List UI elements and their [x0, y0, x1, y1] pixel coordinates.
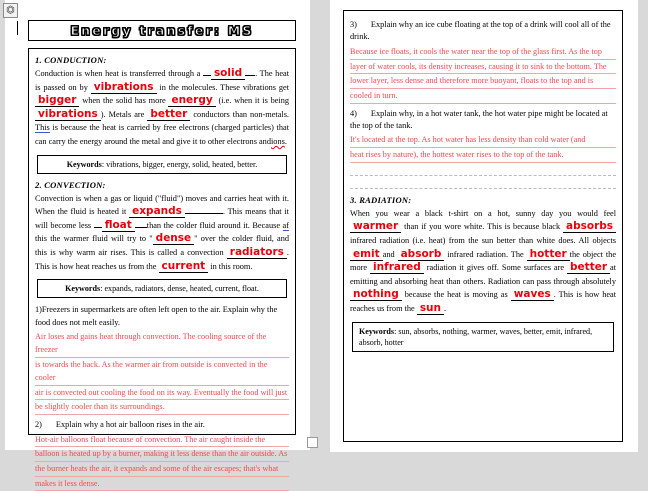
- left-content-box: [28, 48, 296, 488]
- blank-rule: [350, 176, 616, 189]
- spellcheck-word: af: [282, 220, 289, 230]
- answer-blank: float: [102, 219, 135, 232]
- keywords-label: Keywords: [66, 159, 102, 169]
- answer-line: heat rises by nature), the hottest water rises to the top of the tank.: [350, 148, 616, 163]
- answer-line: Air loses and gains heat through convection. The cooling source of the freezer: [35, 330, 289, 358]
- text-caret: [17, 21, 18, 35]
- keywords-box-radiation: [352, 322, 614, 352]
- answer-line: Because ice floats, it cools the water near the top of the glass first. As the top: [350, 45, 616, 60]
- text-fragment: infrared radiation (i.e. heat) from the sun better than white does. All objects: [350, 236, 616, 246]
- spellcheck-word: ions: [270, 136, 285, 146]
- page-left: [5, 0, 310, 488]
- answer-line: the burner heats the air, it expands and some of the air escapes; that's what: [35, 462, 289, 477]
- keywords-box-convection: [37, 279, 287, 298]
- text-fragment: and: [382, 249, 395, 259]
- text-fragment: When you wear a black t-shirt on a hot, sunny day you would feel: [350, 208, 616, 218]
- question-4: [350, 108, 616, 133]
- text-fragment: . This means that it will become less: [35, 207, 289, 230]
- right-content-box: [343, 10, 623, 442]
- text-fragment: is because the heat is carried by free electrons (charged particles) that can carry the energy around the metal and give it to other electrons and: [35, 123, 289, 146]
- text-fragment: the object the more: [350, 249, 617, 273]
- radiation-paragraph: [350, 207, 616, 316]
- answer-blank: absorbs: [563, 220, 616, 233]
- keywords-colon: :: [101, 159, 107, 169]
- text-fragment: .: [444, 304, 447, 313]
- blank-rule: [350, 163, 616, 176]
- answer-blank: emit: [350, 248, 383, 261]
- question-number: 3): [350, 20, 357, 29]
- answer-line: Hot-air balloons float because of convection. The air caught inside the: [35, 433, 289, 448]
- answer-line: air is convected out cooling the food on its way. Eventually the food will just: [35, 386, 289, 401]
- answer-4: [350, 133, 616, 188]
- answer-blank: better: [147, 108, 190, 121]
- spellcheck-word: This: [35, 123, 50, 133]
- answer-line: be slightly cooler than its surroundings.: [35, 400, 289, 415]
- text-fragment: conductors than non-metals.: [193, 109, 290, 119]
- answer-blank: infrared: [370, 261, 424, 274]
- answer-blank: absorb: [398, 248, 445, 261]
- conduction-paragraph: [35, 67, 289, 149]
- question-number: 2): [35, 420, 42, 430]
- answer-blank: waves: [511, 288, 554, 301]
- text-fragment: because the heat is moving as: [404, 290, 508, 300]
- answer-blank: dense: [153, 232, 194, 245]
- answer-blank: warmer: [350, 220, 401, 233]
- answer-line: layer of water cools, its density increases, causing it to sink to the bottom. The: [350, 60, 616, 75]
- text-fragment: ). Metals are: [100, 109, 145, 119]
- keywords-colon: :: [394, 326, 399, 336]
- convection-heading: 2. CONVECTION:: [35, 179, 106, 190]
- answer-blank: expands: [129, 205, 185, 218]
- answer-blank: better: [567, 261, 610, 274]
- text-fragment: Convection is when a gas or liquid ("fluid") moves and carries heat with it. When the fluid is heated it: [35, 193, 289, 217]
- keywords-list: sun, absorbs, nothing, warmer, waves, better, emit, infrared, absorb, hotter: [359, 326, 593, 347]
- question-text: Explain why, in a hot water tank, the hot water pipe might be located at the top of the tank.: [350, 108, 608, 131]
- text-fragment: when the solid has more: [82, 96, 166, 106]
- answer-blank: sun: [417, 302, 444, 315]
- answer-blank: solid: [211, 67, 245, 80]
- answer-blank: current: [159, 260, 209, 273]
- answer-blank: vibrations: [35, 108, 101, 121]
- answer-line: lower layer, less dense and therefore more buoyant, floats to the top and is: [350, 74, 616, 89]
- text-fragment: (i.e. when it is being: [218, 96, 290, 106]
- text-fragment: than the colder fluid around it. Because: [146, 220, 281, 230]
- text-fragment: .: [284, 136, 287, 146]
- answer-line: cooled in turn.: [350, 89, 616, 104]
- answer-line: is towards the back. As the warmer air from outside is convected in the cooler: [35, 358, 289, 386]
- answer-blank: radiators: [227, 246, 287, 259]
- convection-paragraph: [35, 192, 289, 274]
- text-fragment: than if you wore white. This is because black: [404, 222, 561, 232]
- question-text: Freezers in supermarkets are often left open to the air. Explain why the food does not melt easily.: [35, 305, 278, 327]
- text-fragment: infrared radiation. The: [447, 249, 524, 259]
- answer-line: makes it less dense.: [35, 477, 289, 491]
- keywords-colon: :: [100, 284, 105, 294]
- conduction-heading: 1. CONDUCTION:: [35, 55, 107, 65]
- text-fragment: . This is how heat reaches us from the: [350, 290, 617, 313]
- keywords-list: expands, radiators, dense, heated, current, float.: [104, 284, 259, 294]
- text-fragment: in this room.: [210, 261, 253, 271]
- answer-3: [350, 45, 616, 104]
- answer-2: [35, 433, 289, 491]
- answer-blank: energy: [168, 94, 215, 107]
- move-handle-icon[interactable]: ⏣: [3, 3, 18, 18]
- text-fragment: . The heat is passed on by: [35, 69, 289, 92]
- radiation-heading: 3. RADIATION:: [350, 194, 412, 205]
- question-1: [35, 304, 289, 329]
- title-box: [28, 20, 296, 41]
- question-number: 1): [35, 305, 42, 315]
- text-fragment: at emitting and absorbing heat than others. Radiation can pass through absolutely: [350, 263, 617, 286]
- text-fragment: in the molecules. These vibrations get: [159, 82, 290, 92]
- page-title: Energy transfer: MS: [70, 23, 254, 38]
- question-2: [35, 419, 289, 431]
- text-fragment: Conduction is when heat is transferred through a: [35, 69, 201, 78]
- keywords-label: Keywords: [359, 326, 395, 336]
- text-fragment: this the warmer fluid will try to ": [35, 234, 153, 244]
- answer-blank: bigger: [35, 94, 79, 107]
- text-fragment: . This is how heat reaches us from the: [35, 247, 289, 271]
- text-fragment: " over the colder fluid, and this is why warm air rises. This is called a convection: [35, 234, 289, 257]
- question-number: 4): [350, 108, 357, 118]
- resize-square-icon[interactable]: [307, 437, 318, 448]
- text-fragment: radiation it gives off. Some surfaces are: [426, 263, 565, 273]
- answer-1: [35, 330, 289, 415]
- keywords-box-conduction: [37, 155, 287, 174]
- answer-blank: nothing: [350, 288, 402, 301]
- answer-line: It's located at the top. As hot water has less density than cold water (and: [350, 133, 616, 148]
- answer-blank: hotter: [527, 248, 570, 261]
- keywords-list: vibrations, bigger, energy, solid, heated, better.: [106, 159, 258, 169]
- answer-blank: vibrations: [91, 81, 157, 94]
- question-3: [350, 19, 616, 44]
- keywords-label: Keywords: [65, 284, 101, 294]
- answer-line: balloon is heated up by a burner, making it less dense than the air outside. As: [35, 447, 289, 462]
- question-text: Explain why an ice cube floating at the top of a drink will cool all of the drink.: [350, 20, 611, 42]
- question-text: Explain why a hot air balloon rises in the air.: [55, 420, 205, 430]
- page-right: [330, 0, 638, 452]
